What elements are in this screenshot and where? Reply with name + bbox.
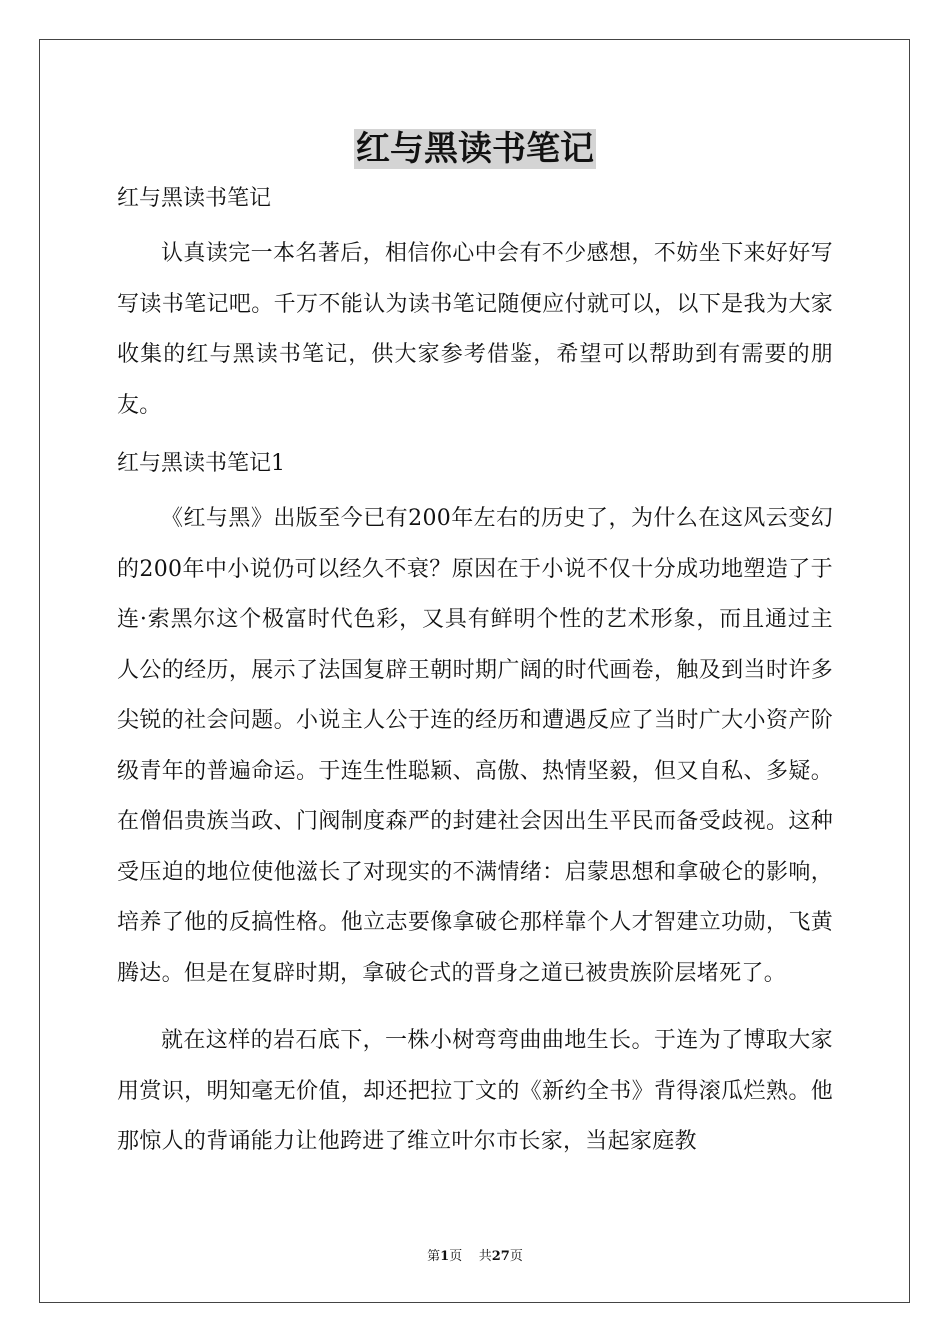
body-paragraph: 就在这样的岩石底下，一株小树弯弯曲曲地生长。于连为了博取大家用赏识，明知毫无价值，却还把拉丁文的《新约全书》背得滚瓜烂熟。他那惊人的背诵能力让他跨进了维立叶尔市长家，当起家庭教 [117,1028,833,1154]
document-subtitle: 红与黑读书笔记 [117,186,272,211]
intro-paragraph: 认真读完一本名著后，相信你心中会有不少感想，不妨坐下来好好写写读书笔记吧。千万不能认为读书笔记随便应付就可以，以下是我为大家收集的红与黑读书笔记，供大家参考借鉴，希望可以帮助到有需要的朋友。 [117,241,833,418]
page-suffix: 页 [449,1249,463,1264]
body-paragraph: 《红与黑》出版至今已有200年左右的历史了，为什么在这风云变幻的200年中小说仍可以经久不衰？原因在于小说不仅十分成功地塑造了于连·索黑尔这个极富时代色彩，又具有鲜明个性的艺术形象，而且通过主人公的经历，展示了法国复辟王朝时期广阔的时代画卷，触及到当时许多尖锐的社会问题。小说主人公于连的经历和遭遇反应了当时广大小资产阶级青年的普遍命运。于连生性聪颖、高傲、热情坚毅，但又自私、多疑。在僧侣贵族当政、门阀制度森严的封建社会因出生平民而备受歧视。这种受压迫的地位使他滋长了对现实的不满情绪：启蒙思想和拿破仑的影响，培养了他的反搞性格。他立志要像拿破仑那样靠个人才智建立功勋，飞黄腾达。但是在复辟时期，拿破仑式的晋身之道已被贵族阶层堵死了。 [117,506,833,986]
total-suffix: 页 [509,1249,523,1264]
page-prefix: 第 [427,1249,441,1264]
total-pages: 27 [491,1249,510,1264]
document-body [117,181,833,1185]
document-title-text: 红与黑读书笔记 [356,129,594,169]
document-title [0,126,950,172]
section-heading: 红与黑读书笔记1 [117,451,285,476]
total-prefix: 共 [478,1249,492,1264]
page-number: 1 [440,1249,450,1264]
page-footer [0,1248,950,1266]
